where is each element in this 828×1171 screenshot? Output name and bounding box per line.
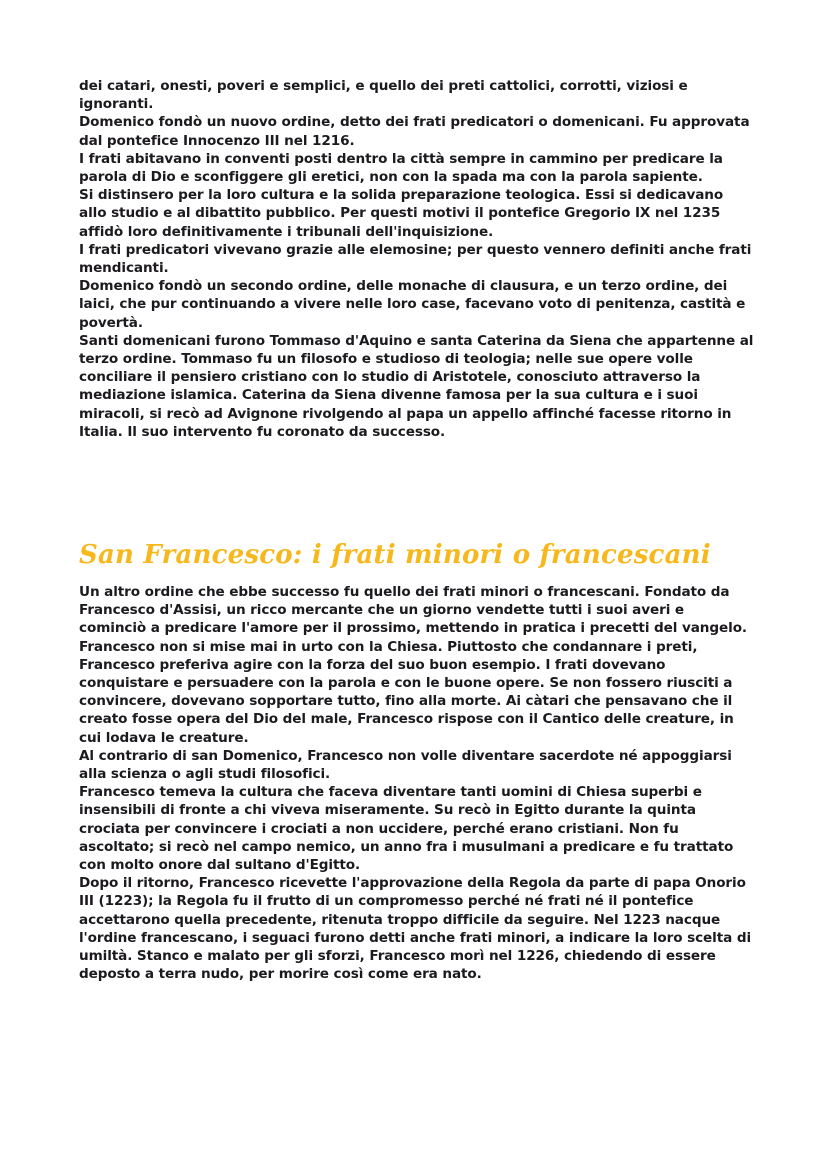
paragraph: dei catari, onesti, poveri e semplici, e quello dei preti cattolici, corrotti, viziosi e ignoranti. — [79, 78, 688, 113]
franciscans-text — [79, 583, 755, 983]
paragraph: I frati predicatori vivevano grazie alle elemosine; per questo vennero definiti anche frati mendicanti. — [79, 241, 752, 277]
paragraph: Santi domenicani furono Tommaso d'Aquino e santa Caterina da Siena che appartenne al terzo ordine. Tommaso fu un filosofo e studioso di teologia; nelle sue opere volle conciliare il pensiero cristiano con lo studio di Aristotele, conosciuto attraverso la mediazione islamica. Caterina da Siena divenne famosa per la sua cultura e i suoi miracoli, si recò ad Avignone rivolgendo al papa un appello affinché facesse ritorno in Italia. Il suo intervento fu coronato da successo. — [79, 332, 754, 440]
section-heading: San Francesco: i frati minori o francescani — [79, 540, 711, 570]
paragraph: Francesco non si mise mai in urto con la Chiesa. Piuttosto che condannare i preti, Francesco preferiva agire con la forza del suo buon esempio. I frati dovevano conquistare e persuadere con la parola e con le buone opere. Se non fossero riusciti a convincere, dovevano sopportare tutto, fino alla morte. Ai càtari che pensavano che il creato fosse opera del Dio del male, Francesco rispose con il Cantico delle creature, in cui lodava le creature. — [79, 638, 734, 746]
paragraph: Si distinsero per la loro cultura e la solida preparazione teologica. Essi si dedicavano allo studio e al dibattito pubblico. Per questi motivi il pontefice Gregorio IX nel 1235 affidò loro definitivamente i tribunali dell'inquisizione. — [79, 187, 724, 240]
paragraph: Francesco temeva la cultura che faceva diventare tanti uomini di Chiesa superbi e insensibili di fronte a chi viveva miseramente. Su recò in Egitto durante la quinta crociata per convincere i crociati a non uccidere, perché erano cristiani. Non fu ascoltato; si recò nel campo nemico, un anno fra i musulmani a predicare e fu trattato con molto onore dal sultano d'Egitto. — [79, 784, 734, 874]
dominicans-text — [79, 77, 755, 441]
paragraph: Domenico fondò un secondo ordine, delle monache di clausura, e un terzo ordine, dei laici, che pur continuando a vivere nelle loro case, facevano voto di penitenza, castità e povertà. — [79, 278, 746, 331]
paragraph: Dopo il ritorno, Francesco ricevette l'approvazione della Regola da parte di papa Onorio III (1223); la Regola fu il frutto di un compromesso perché né frati né il pontefice accettarono quella precedente, ritenuta troppo difficile da seguire. Nel 1223 nacque l'ordine francescano, i seguaci furono detti anche frati minori, a indicare la loro scelta di umiltà. Stanco e malato per gli sforzi, Francesco morì nel 1226, chiedendo di essere deposto a terra nudo, per morire così come era nato. — [79, 875, 752, 983]
paragraph: Domenico fondò un nuovo ordine, detto dei frati predicatori o domenicani. Fu approvata dal pontefice Innocenzo III nel 1216. — [79, 114, 750, 149]
paragraph: Al contrario di san Domenico, Francesco non volle diventare sacerdote né appoggiarsi alla scienza o agli studi filosofici. — [79, 747, 732, 783]
paragraph: I frati abitavano in conventi posti dentro la città sempre in cammino per predicare la parola di Dio e sconfiggere gli eretici, non con la spada ma con la parola sapiente. — [79, 150, 723, 186]
paragraph: Un altro ordine che ebbe successo fu quello dei frati minori o francescani. Fondato da Francesco d'Assisi, un ricco mercante che un giorno vendette tutti i suoi averi e cominciò a predicare l'amore per il prossimo, mettendo in pratica i precetti del vangelo. — [79, 584, 747, 637]
